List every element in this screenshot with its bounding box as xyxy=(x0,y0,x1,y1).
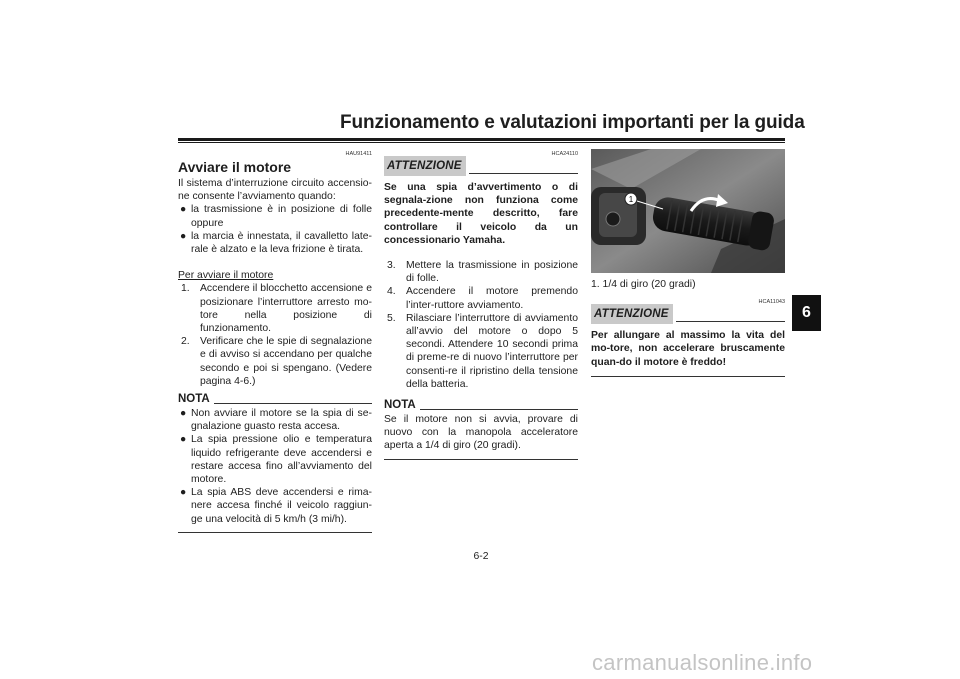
bullet-icon: ● xyxy=(180,204,187,216)
nota-end-rule xyxy=(384,459,578,460)
nota-rule xyxy=(420,409,578,410)
attenzione-rule xyxy=(469,173,578,174)
step-text: Verificare che le spie di segnalazione e di avviso si accendano per qualche secondo e poi si spengano. (Vedere pagina 4-6.) xyxy=(200,336,372,387)
step-number: 5. xyxy=(387,312,396,324)
header-rule xyxy=(178,138,785,141)
numbered-step xyxy=(178,282,372,335)
page-number: 6-2 xyxy=(473,551,489,562)
attenzione-text: Per allungare al massimo la vita del mo-tore, non accelerare bruscamente quan-do il motore è freddo! xyxy=(591,330,785,368)
column-2 xyxy=(384,151,578,460)
numbered-step xyxy=(384,259,578,285)
watermark: carmanualsonline.info xyxy=(592,650,813,675)
bullet-item xyxy=(178,230,372,256)
step-number: 1. xyxy=(181,283,190,295)
section-code: HCA11043 xyxy=(758,299,785,306)
step-text: Mettere la trasmissione in posizione di folle. xyxy=(406,260,578,285)
attenzione-label: ATTENZIONE xyxy=(384,156,466,176)
nota-label: NOTA xyxy=(178,393,210,406)
bullet-icon: ● xyxy=(180,487,187,499)
attenzione-heading xyxy=(591,304,785,324)
nota-rule xyxy=(214,403,372,404)
bullet-text: Non avviare il motore se la spia di se-gnalazione guasto resta accesa. xyxy=(191,408,372,433)
nota-bullet xyxy=(178,486,372,526)
bullet-icon: ● xyxy=(180,408,187,420)
column-3 xyxy=(591,151,785,377)
section-code: HCA24110 xyxy=(551,151,578,157)
column-1 xyxy=(178,151,372,533)
nota-heading xyxy=(178,393,372,405)
attenzione-heading xyxy=(384,156,578,176)
bullet-text: la marcia è innestata, il cavalletto late-rale è alzato e la leva frizione è tirata. xyxy=(191,230,372,256)
attenzione-label: ATTENZIONE xyxy=(591,304,673,324)
step-number: 3. xyxy=(387,260,396,272)
figure-caption: 1. 1/4 di giro (20 gradi) xyxy=(591,279,696,290)
bullet-icon: ● xyxy=(180,230,187,242)
attenzione-rule xyxy=(676,321,785,322)
numbered-step xyxy=(384,285,578,311)
step-number: 4. xyxy=(387,286,396,298)
attenzione-text: Se una spia d’avvertimento o di segnala-zione non funziona come precedente-mente descritto, fare controllare il veicolo da un concessionario Yamaha. xyxy=(384,182,578,246)
chapter-tab: 6 xyxy=(792,295,821,331)
section-title: Avviare il motore xyxy=(178,159,292,175)
step-number: 2. xyxy=(181,336,190,348)
bullet-icon: ● xyxy=(180,434,187,446)
header-rule-thin xyxy=(178,142,785,143)
nota-heading xyxy=(384,399,578,411)
step-text: Rilasciare l’interruttore di avviamento all’avvio del motore o dopo 5 secondi. Attendere 10 secondi prima di preme-re di nuovo l’interruttore per consenti-re il ripristino della tensione della batteria. xyxy=(406,312,578,390)
figure-callout-label: 1 xyxy=(628,195,634,204)
throttle-grip-illustration xyxy=(591,149,785,273)
bullet-text: la trasmissione è in posizione di folle oppure xyxy=(191,204,372,229)
step-text: Accendere il motore premendo l’inter-ruttore avviamento. xyxy=(406,286,578,311)
intro-paragraph: Il sistema d’interruzione circuito accensio-ne consente l’avviamento quando: xyxy=(178,178,372,203)
attenzione-end-rule xyxy=(591,376,785,377)
bullet-text: La spia ABS deve accendersi e rima-nere accesa finché il veicolo raggiun-ge una velocità di 5 km/h (3 mi/h). xyxy=(191,487,372,525)
nota-bullet xyxy=(178,433,372,486)
subheading: Per avviare il motore xyxy=(178,270,274,282)
nota-text: Se il motore non si avvia, provare di nuovo con la manopola acceleratore aperta a 1/4 di giro (20 gradi). xyxy=(384,414,578,452)
page-header-title: Funzionamento e valutazioni importanti per la guida xyxy=(340,112,805,133)
step-text: Accendere il blocchetto accensione e posizionare l’interruttore arresto mo-tore nella posizione di funzionamento. xyxy=(200,283,372,335)
throttle-grip-photo xyxy=(591,149,785,273)
numbered-step xyxy=(384,312,578,391)
bullet-item xyxy=(178,203,372,229)
nota-end-rule xyxy=(178,532,372,533)
section-code: HAU91411 xyxy=(345,151,372,157)
bullet-text: La spia pressione olio e temperatura liquido refrigerante deve accendersi e restare accesa fino all’avviamento del motore. xyxy=(191,434,372,486)
numbered-step xyxy=(178,335,372,388)
nota-label: NOTA xyxy=(384,399,416,412)
nota-bullet xyxy=(178,407,372,433)
